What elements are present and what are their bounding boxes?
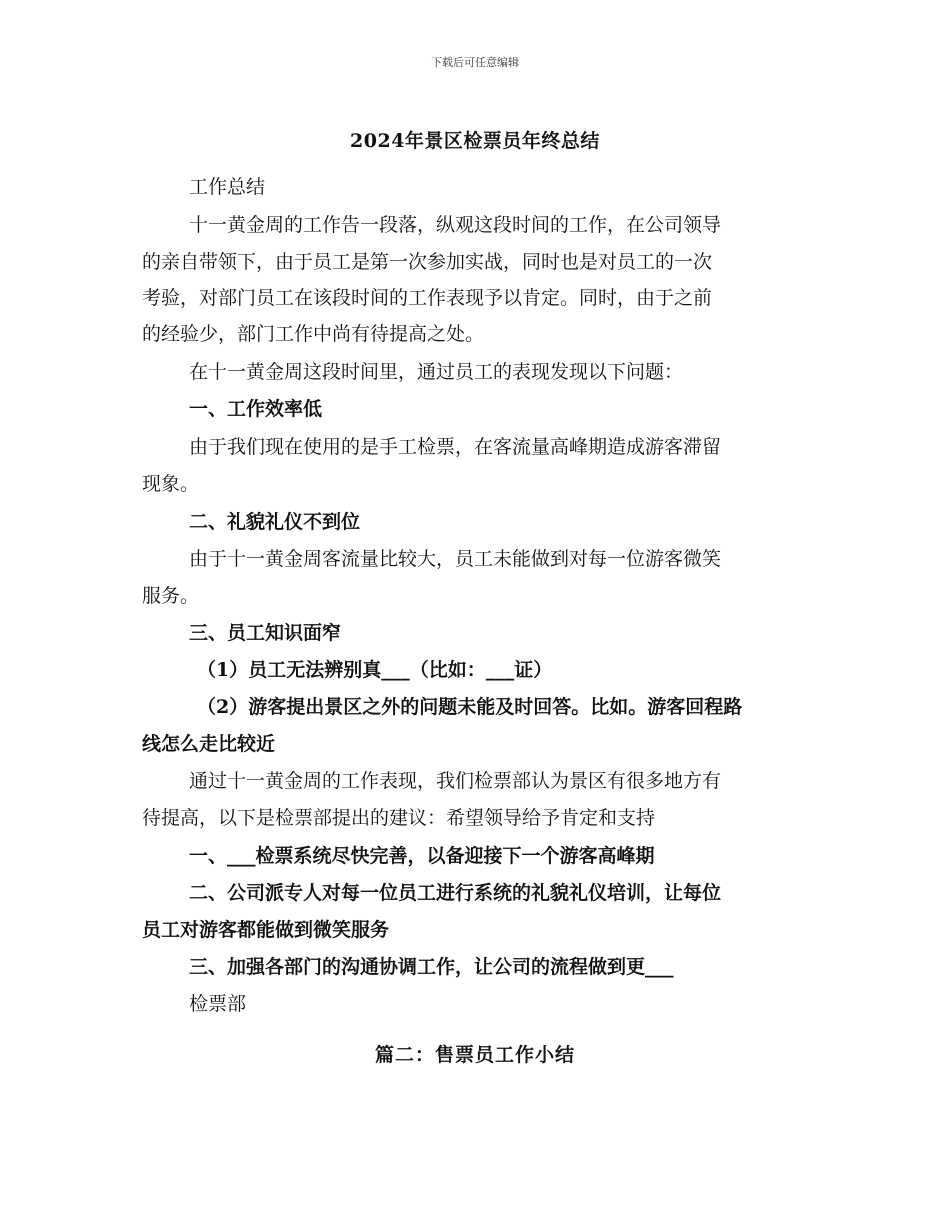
paragraph-line: 由于十一黄金周客流量比较大，员工未能做到对每一位游客微笑: [189, 548, 722, 570]
paragraph-line: 十一黄金周的工作告一段落，纵观这段时间的工作，在公司领导: [189, 214, 722, 236]
list-item: （1）员工无法辨别真___（比如：___证）: [197, 659, 553, 681]
paragraph-line: 现象。: [142, 473, 200, 495]
paragraph-line: 在十一黄金周这段时间里，通过员工的表现发现以下问题：: [189, 361, 684, 383]
paragraph-line: 的经验少，部门工作中尚有待提高之处。: [142, 323, 485, 345]
paragraph-line: 待提高，以下是检票部提出的建议：希望领导给予肯定和支持: [142, 807, 656, 829]
suggestion-item: 一、___检票系统尽快完善，以备迎接下一个游客高峰期: [189, 845, 655, 867]
section-heading: 一、工作效率低: [189, 398, 323, 420]
section-title: 篇二：售票员工作小结: [374, 1044, 575, 1066]
section-heading: 三、员工知识面窄: [189, 622, 342, 644]
paragraph-line: 服务。: [142, 585, 200, 607]
paragraph-heading: 工作总结: [189, 176, 266, 198]
section-heading: 二、礼貌礼仪不到位: [189, 511, 361, 533]
header-note: 下载后可任意编辑: [431, 56, 519, 69]
paragraph-line: 通过十一黄金周的工作表现，我们检票部认为景区有很多地方有: [189, 770, 722, 792]
paragraph-line: 由于我们现在使用的是手工检票，在客流量高峰期造成游客滞留: [189, 436, 722, 458]
signature-department: 检票部: [189, 993, 247, 1015]
suggestion-item: 员工对游客都能做到微笑服务: [142, 919, 390, 941]
list-item: （2）游客提出景区之外的问题未能及时回答。比如。游客回程路: [197, 696, 743, 718]
suggestion-item: 二、公司派专人对每一位员工进行系统的礼貌礼仪培训，让每位: [189, 882, 722, 904]
suggestion-item: 三、加强各部门的沟通协调工作，让公司的流程做到更___: [189, 956, 674, 978]
list-item: 线怎么走比较近: [142, 733, 276, 755]
document-title: 2024年景区检票员年终总结: [350, 130, 600, 152]
paragraph-line: 的亲自带领下，由于员工是第一次参加实战，同时也是对员工的一次: [142, 251, 713, 273]
paragraph-line: 考验，对部门员工在该段时间的工作表现予以肯定。同时，由于之前: [142, 287, 713, 309]
